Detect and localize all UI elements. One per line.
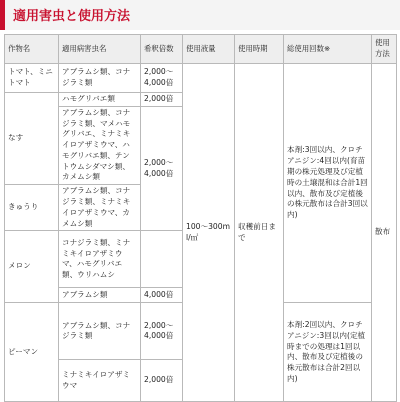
usage-table xyxy=(4,34,397,402)
liquid-cell: 100～300ml/㎡ xyxy=(183,64,235,402)
pest-cell: アブラムシ類、コナジラミ類、ミナミキイロアザミウマ、カメムシ類 xyxy=(59,185,141,231)
header-method: 使用方法 xyxy=(372,35,397,64)
pest-cell: コナジラミ類、ミナミキイロアザミウマ、ハモグリバエ類、ウリハムシ xyxy=(59,231,141,288)
dilution-cell xyxy=(141,231,183,288)
header-dilution: 希釈倍数 xyxy=(141,35,183,64)
dilution-cell: 2,000倍 xyxy=(141,360,183,402)
table-row xyxy=(5,64,397,93)
pest-cell: アブラムシ類、コナジラミ類 xyxy=(59,64,141,93)
crop-cell: ピーマン xyxy=(5,303,59,402)
dilution-cell: 2,000～4,000倍 xyxy=(141,64,183,93)
header-liquid: 使用液量 xyxy=(183,35,235,64)
title-bar xyxy=(0,0,400,30)
crop-cell: トマト、ミニトマト xyxy=(5,64,59,93)
header-pest: 適用病害虫名 xyxy=(59,35,141,64)
crop-cell: きゅうり xyxy=(5,185,59,231)
header-timing: 使用時期 xyxy=(235,35,284,64)
dilution-cell: 2,000倍 xyxy=(141,93,183,107)
header-total: 総使用回数※ xyxy=(284,35,372,64)
pest-cell: アブラムシ類、コナジラミ類 xyxy=(59,303,141,360)
crop-cell: なす xyxy=(5,93,59,185)
page-title: 適用害虫と使用方法 xyxy=(13,9,131,24)
table-header-row xyxy=(5,35,397,64)
pest-cell: アブラムシ類、コナジラミ類、マメハモグリバエ、ミナミキイロアザミウマ、ハモグリバエ類、テントウムシダマシ類、カメムシ類 xyxy=(59,106,141,184)
timing-cell: 収穫前日まで xyxy=(235,64,284,402)
method-cell: 散布 xyxy=(372,64,397,402)
crop-cell: メロン xyxy=(5,231,59,303)
pest-cell: ハモグリバエ類 xyxy=(59,93,141,107)
dilution-cell: 2,000～4,000倍 xyxy=(141,303,183,360)
pest-cell: ミナミキイロアザミウマ xyxy=(59,360,141,402)
dilution-cell: 4,000倍 xyxy=(141,288,183,303)
pest-cell: アブラムシ類 xyxy=(59,288,141,303)
dilution-cell: 2,000～4,000倍 xyxy=(141,106,183,231)
header-crop: 作物名 xyxy=(5,35,59,64)
total-count-cell: 本剤:3回以内、クロチアニジン:4回以内(育苗期の株元処理及び定植時の土壌混和は合計1回以内、散布及び定植後の株元散布は合計3回以内) xyxy=(284,64,372,303)
total-count-cell: 本剤:2回以内、クロチアニジン:3回以内(定植時までの処理は1回以内、散布及び定植後の株元散布は合計2回以内) xyxy=(284,303,372,402)
